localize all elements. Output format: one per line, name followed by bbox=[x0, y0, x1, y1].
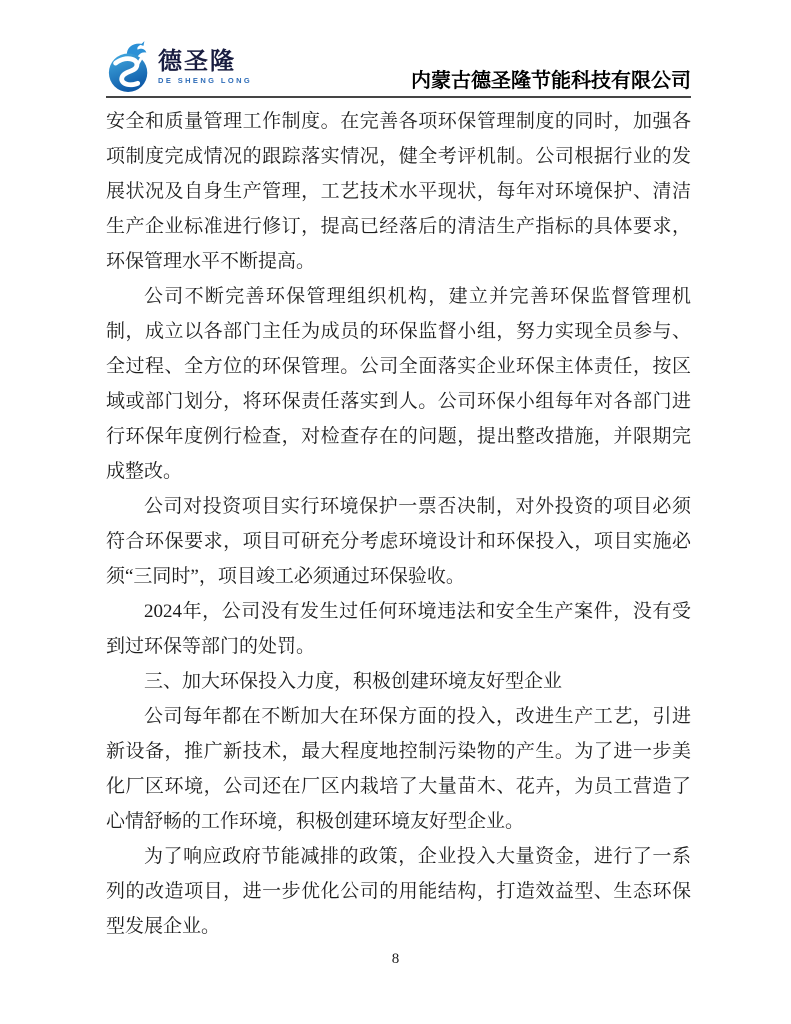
company-logo bbox=[106, 40, 252, 96]
logo-name-chinese: 德圣隆 bbox=[158, 47, 236, 75]
page-number: 8 bbox=[391, 951, 400, 967]
paragraph: 2024年，公司没有发生过任何环境违法和安全生产案件，没有受到过环保等部门的处罚。 bbox=[106, 601, 691, 657]
paragraph: 为了响应政府节能减排的政策，企业投入大量资金，进行了一系列的改造项目，进一步优化公司的用能结构，打造效益型、生态环保型发展企业。 bbox=[106, 846, 691, 937]
logo-name-english: DE SHENG LONG bbox=[158, 75, 253, 85]
logo-wordmark bbox=[158, 47, 253, 85]
page-header bbox=[106, 0, 691, 98]
paragraph: 公司不断完善环保管理组织机构，建立并完善环保监督管理机制，成立以各部门主任为成员的环保监督小组，努力实现全员参与、全过程、全方位的环保管理。公司全面落实企业环保主体责任，按区域或部门划分，将环保责任落实到人。公司环保小组每年对各部门进行环保年度例行检查，对检查存在的问题，提出整改措施，并限期完成整改。 bbox=[106, 286, 691, 482]
paragraph: 公司每年都在不断加大在环保方面的投入，改进生产工艺，引进新设备，推广新技术，最大程度地控制污染物的产生。为了进一步美化厂区环境，公司还在厂区内栽培了大量苗木、花卉，为员工营造了心情舒畅的工作环境，积极创建环境友好型企业。 bbox=[106, 706, 691, 832]
paragraph: 公司对投资项目实行环境保护一票否决制，对外投资的项目必须符合环保要求，项目可研充分考虑环境设计和环保投入，项目实施必须“三同时”，项目竣工必须通过环保验收。 bbox=[106, 496, 691, 587]
section-heading: 三、加大环保投入力度，积极创建环境友好型企业 bbox=[144, 671, 563, 692]
company-name-title: 内蒙古德圣隆节能科技有限公司 bbox=[411, 70, 691, 92]
paragraph: 安全和质量管理工作制度。在完善各项环保管理制度的同时，加强各项制度完成情况的跟踪落实情况，健全考评机制。公司根据行业的发展状况及自身生产管理，工艺技术水平现状，每年对环境保护、清洁生产企业标准进行修订，提高已经落后的清洁生产指标的具体要求，环保管理水平不断提高。 bbox=[106, 111, 691, 272]
page-footer bbox=[0, 951, 791, 968]
document-body bbox=[106, 98, 691, 944]
dragon-swirl-logo-icon bbox=[106, 40, 154, 94]
